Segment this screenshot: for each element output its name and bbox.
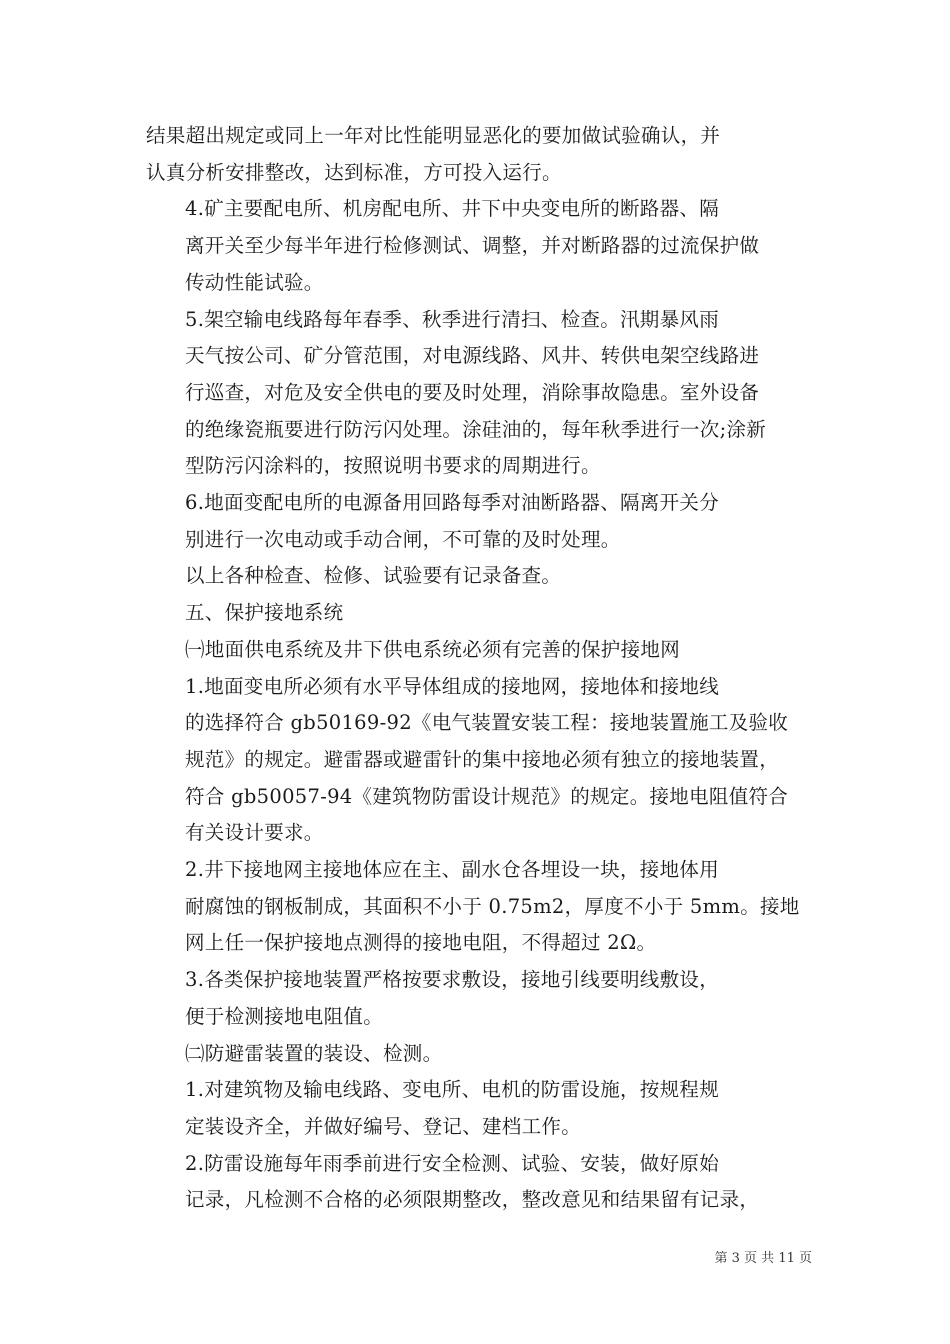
- text-line: 6.地面变配电所的电源备用回路每季对油断路器、隔离开关分: [185, 491, 720, 515]
- text-line: 2.井下接地网主接地体应在主、副水仓各埋设一块，接地体用: [185, 858, 720, 882]
- paragraph: [146, 1036, 816, 1073]
- paragraph: [146, 191, 816, 301]
- text-line: 5.架空输电线路每年春季、秋季进行清扫、检查。汛期暴风雨: [185, 307, 720, 331]
- text-line: 规范》的规定。避雷器或避雷针的集中接地必须有独立的接地装置，: [185, 747, 780, 771]
- text-line: 的绝缘瓷瓶要进行防污闪处理。涂硅油的，每年秋季进行一次;涂新: [185, 417, 767, 441]
- paragraph: [146, 1146, 816, 1219]
- text-line: 结果超出规定或同上一年对比性能明显恶化的要加做试验确认，并: [146, 124, 721, 147]
- paragraph: [146, 632, 816, 669]
- text-line: 别进行一次电动或手动合闸，不可靠的及时处理。: [185, 527, 621, 551]
- paragraph: [146, 118, 816, 191]
- page-number: 第 3 页 共 11 页: [714, 1251, 812, 1266]
- text-line: 认真分析安排整改，达到标准，方可投入运行。: [146, 160, 562, 184]
- document-body: [146, 118, 816, 1219]
- text-line: 定装设齐全，并做好编号、登记、建档工作。: [185, 1114, 582, 1138]
- text-line: ㈡防避雷装置的装设、检测。: [185, 1041, 443, 1065]
- text-line: 耐腐蚀的钢板制成，其面积不小于 0.75m2，厚度不小于 5mm。接地: [185, 894, 800, 918]
- text-line: 符合 gb50057-94《建筑物防雷设计规范》的规定。接地电阻值符合: [185, 784, 789, 808]
- text-line: 2.防雷设施每年雨季前进行安全检测、试验、安装，做好原始: [185, 1151, 720, 1175]
- paragraph: [146, 852, 816, 962]
- text-line: 以上各种检查、检修、试验要有记录备查。: [185, 564, 562, 588]
- paragraph: [146, 595, 816, 632]
- text-line: 的选择符合 gb50169-92《电气装置安装工程：接地装置施工及验收: [185, 711, 789, 735]
- text-line: 有关设计要求。: [185, 821, 324, 845]
- text-line: 便于检测接地电阻值。: [185, 1004, 384, 1028]
- text-line: 4.矿主要配电所、机房配电所、井下中央变电所的断路器、隔: [185, 197, 720, 221]
- paragraph: [146, 669, 816, 853]
- paragraph: [146, 962, 816, 1035]
- paragraph: [146, 485, 816, 558]
- text-line: 型防污闪涂料的，按照说明书要求的周期进行。: [185, 454, 601, 478]
- paragraph: [146, 1072, 816, 1145]
- text-line: 网上任一保护接地点测得的接地电阻，不得超过 2Ω。: [185, 931, 657, 955]
- paragraph: [146, 302, 816, 486]
- text-line: 1.地面变电所必须有水平导体组成的接地网，接地体和接地线: [185, 674, 720, 698]
- text-line: 五、保护接地系统: [185, 601, 344, 625]
- text-line: 离开关至少每半年进行检修测试、调整，并对断路器的过流保护做: [185, 234, 760, 258]
- text-line: 行巡查，对危及安全供电的要及时处理，消除事故隐患。室外设备: [185, 380, 760, 404]
- text-line: 3.各类保护接地装置严格按要求敷设，接地引线要明线敷设，: [185, 968, 720, 992]
- text-line: 记录，凡检测不合格的必须限期整改，整改意见和结果留有记录，: [185, 1188, 760, 1212]
- text-line: 传动性能试验。: [185, 270, 324, 294]
- paragraph: [146, 558, 816, 595]
- text-line: 1.对建筑物及输电线路、变电所、电机的防雷设施，按规程规: [185, 1078, 720, 1102]
- text-line: 天气按公司、矿分管范围，对电源线路、风井、转供电架空线路进: [185, 344, 760, 368]
- text-line: ㈠地面供电系统及井下供电系统必须有完善的保护接地网: [185, 637, 681, 661]
